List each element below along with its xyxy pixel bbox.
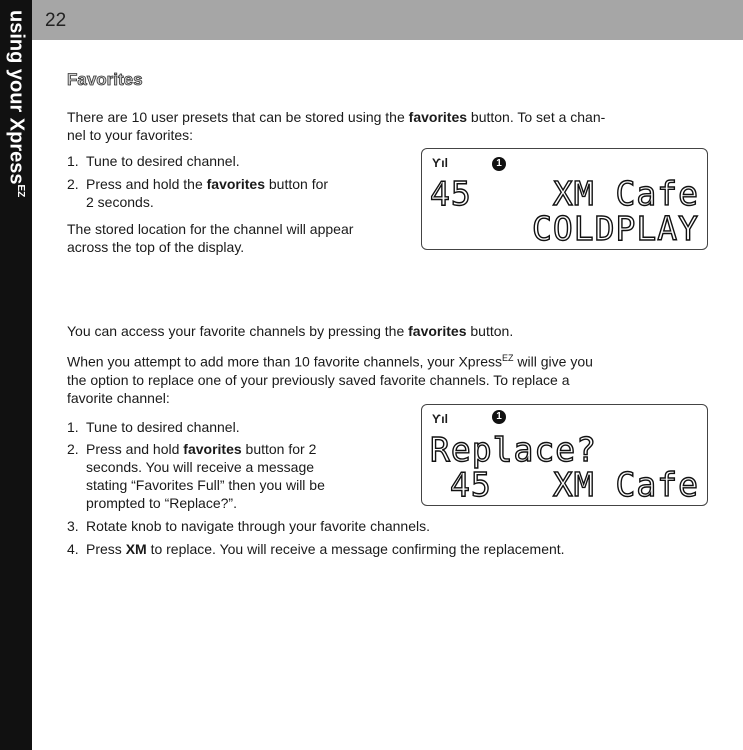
lcd-channel-number: 45 (450, 465, 492, 504)
section-heading: Favorites (67, 70, 143, 89)
signal-strength-icon: Ƴıl (432, 156, 448, 170)
access-paragraph: You can access your favorite channels by pressing the favorites button. (67, 323, 514, 339)
preset-number-icon: 1 (492, 410, 506, 424)
lcd-display-favorites (421, 148, 708, 250)
intro-paragraph: There are 10 user presets that can be stored using the favorites button. To set a chan- nel to your favorites: (67, 109, 606, 143)
lcd-replace-prompt: Replace? (430, 430, 597, 469)
preset-number-icon: 1 (492, 157, 506, 171)
stored-note: The stored location for the channel will appear across the top of the display. (67, 221, 354, 255)
list-item: 4. Press XM to replace. You will receive a message confirming the replacement. (67, 541, 565, 557)
list-item: 1. Tune to desired channel. (67, 419, 240, 435)
replace-intro-paragraph: When you attempt to add more than 10 favorite channels, your Xpress$^{EZ}$ will give you the option to replace one of your previously saved favorite channels. To replace a favorite channel: (67, 353, 593, 406)
list-item: 3. Rotate knob to navigate through your favorite channels. (67, 518, 430, 534)
lcd-channel-name: XM Cafe (552, 465, 699, 504)
list-item: 2. Press and hold the favorites button for 2 seconds. (67, 176, 329, 210)
header-band (32, 0, 743, 40)
list-item: 1. Tune to desired channel. (67, 153, 240, 169)
lcd-channel-number: 45 (430, 174, 472, 213)
signal-strength-icon: Ƴıl (432, 412, 448, 426)
lcd-artist: COLDPLAY (532, 209, 699, 248)
lcd-display-replace (421, 404, 708, 506)
lcd-channel-name: XM Cafe (552, 174, 699, 213)
page-number: 22 (45, 10, 67, 31)
sidebar-title: using your Xpress$^{EZ}$ (5, 10, 28, 198)
list-item: 2. Press and hold favorites button for 2 seconds. You will receive a message stating “Favorites Full” then you will be prompted to “Replace?”. (67, 441, 325, 511)
